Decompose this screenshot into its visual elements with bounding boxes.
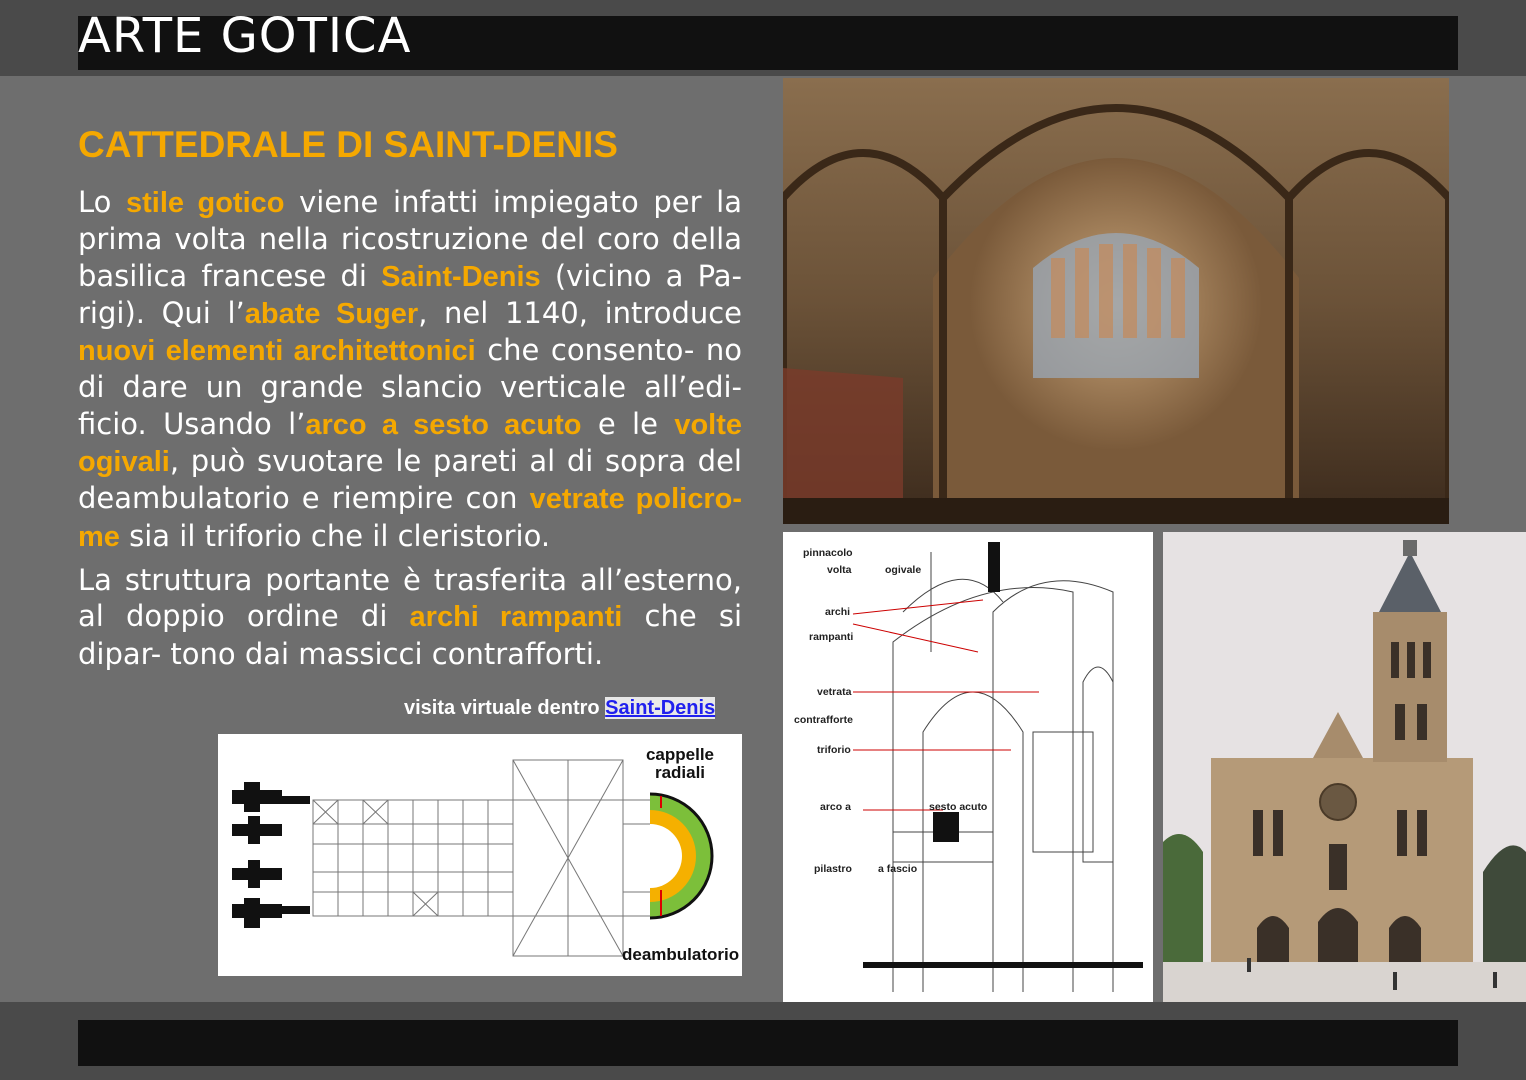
interior-illustration xyxy=(783,78,1449,524)
structure-paragraph: La struttura portante è trasferita all’esterno, al doppio ordine di archi rampanti che si dipar- tono dai massicci contrafforti. xyxy=(78,563,742,671)
label-rampanti: rampanti xyxy=(809,631,854,643)
section-diagram xyxy=(783,532,1153,1002)
label-vetrata: vetrata xyxy=(817,686,852,698)
section-drawing xyxy=(783,532,1153,1002)
saint-denis-link[interactable]: Saint-Denis xyxy=(605,697,716,719)
label-volta: volta xyxy=(827,564,852,576)
label-pinnacolo: pinnacolo xyxy=(803,547,853,559)
label-triforio: triforio xyxy=(817,744,851,756)
label-ogivale: ogivale xyxy=(885,564,922,576)
virtual-visit-line: visita virtuale dentro Saint-Denis xyxy=(404,697,716,719)
label-archi: archi xyxy=(825,606,851,618)
interior-photo xyxy=(783,78,1449,524)
section-subtitle: CATTEDRALE DI SAINT-DENIS xyxy=(78,124,618,165)
label-cappelle-radiali: cappelle radiali xyxy=(645,745,715,782)
label-arco-a: arco a xyxy=(820,801,851,813)
label-pilastro: pilastro xyxy=(814,863,852,875)
label-contrafforte: contrafforte xyxy=(794,714,853,726)
page-title: ARTE GOTICA xyxy=(78,8,412,64)
label-a-fascio: a fascio xyxy=(878,863,918,875)
footer-bar xyxy=(78,1020,1458,1066)
facade-photo xyxy=(1163,532,1526,1002)
label-deambulatorio: deambulatorio xyxy=(622,945,740,964)
facade-illustration xyxy=(1163,532,1526,1002)
intro-paragraph: Lo stile gotico viene infatti impiegato per la prima volta nella ricostruzione del coro della basilica francese di Saint-Denis (vicino a Pa- rigi). Qui l’abate Suger, nel 1140, introduce nuovi elementi architettonici che consento- no di dare un grande slancio verticale all’edi- ficio. Usando l’arco a sesto acuto e le volte ogivali, può svuotare le pareti al di sopra del deambulatorio e riempire con vetrate policro- me sia il triforio che il cleristorio. xyxy=(78,185,743,553)
floor-plan-image xyxy=(218,734,742,976)
label-sesto-acuto: sesto acuto xyxy=(929,801,988,813)
